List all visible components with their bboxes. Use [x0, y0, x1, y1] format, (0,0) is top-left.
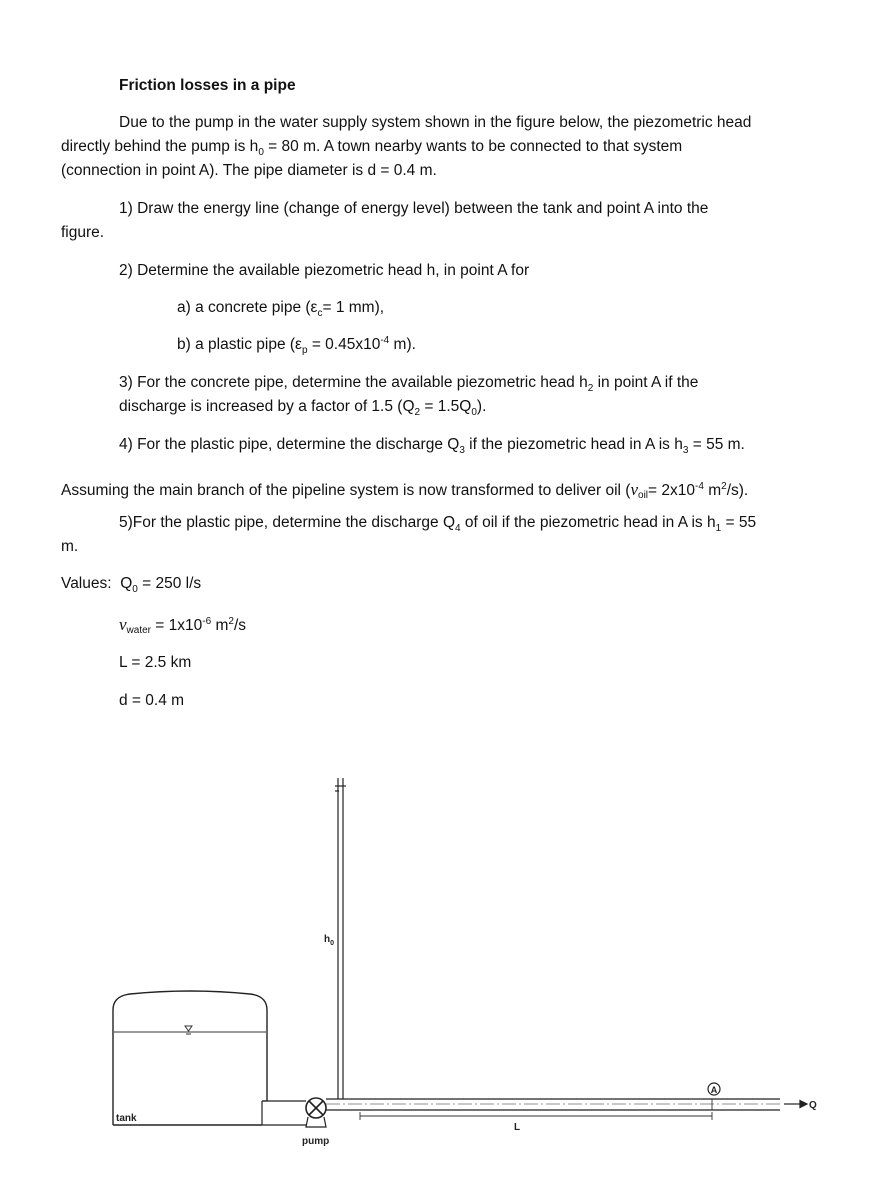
label-pump: pump — [302, 1136, 330, 1147]
values-nu-water: νwater = $1x10^{-6}$ $m^2/s$ — [119, 615, 247, 636]
intro-line-2: directly behind the pump is $h_0 = 80$ m. A town nearby wants to be connected to that system — [61, 138, 683, 159]
piezometer-tube — [335, 778, 346, 1099]
question-1-line-2: figure. — [61, 224, 105, 241]
label-h0: $h_0$ — [324, 934, 335, 947]
question-2b: b) a plastic pipe ($\varepsilon_p = 0.45x10^{-4}$ m). — [177, 334, 416, 357]
label-point-a: A — [710, 1085, 718, 1095]
page-title: Friction losses in a pipe — [119, 77, 296, 94]
tank — [113, 991, 267, 1125]
question-3-line-1: 3) For the concrete pipe, determine the available piezometric head $h_2$ in point A if the — [119, 374, 699, 395]
oil-statement: Assuming the main branch of the pipeline system is now transformed to deliver oil ($\nu oil= 2x10^{-4}$ $m^2/s$). — [61, 480, 749, 501]
flow-arrow-icon — [784, 1101, 807, 1108]
values-diameter: d = 0.4 m — [119, 692, 185, 709]
question-2-line-1: 2) Determine the available piezometric head h, in point A for — [119, 262, 530, 279]
question-1-line-1: 1) Draw the energy line (change of energy level) between the tank and point A into the — [119, 200, 709, 217]
intro-line-3: (connection in point A). The pipe diameter is d = 0.4 m. — [61, 162, 437, 179]
question-2a: a) a concrete pipe ($\varepsilon_c= 1$ mm), — [177, 299, 385, 320]
label-tank: tank — [116, 1113, 137, 1124]
question-5-line-2: m. — [61, 538, 79, 555]
question-5-line-1: 5)For the plastic pipe, determine the discharge $Q_4$ of oil if the piezometric head in A is $h_1 = 55$ — [119, 514, 757, 535]
values-q0: Values: $Q_0 = 250$ l/s — [61, 575, 202, 596]
values-length: L = 2.5 km — [119, 654, 192, 671]
label-length: L — [514, 1122, 521, 1133]
question-3-line-2: discharge is increased by a factor of 1.5 $(Q_2 = 1.5Q_0)$. — [119, 398, 487, 419]
intro-line-1: Due to the pump in the water supply system shown in the figure below, the piezometric head — [119, 114, 752, 131]
water-level-icon — [185, 1026, 192, 1034]
question-4: 4) For the plastic pipe, determine the discharge $Q_3$ if the piezometric head in A is $h_3 = 55$ m. — [119, 436, 745, 457]
label-discharge: Q — [809, 1100, 817, 1111]
pipe-tank-to-pump — [262, 1101, 306, 1125]
pump-icon — [306, 1098, 326, 1127]
